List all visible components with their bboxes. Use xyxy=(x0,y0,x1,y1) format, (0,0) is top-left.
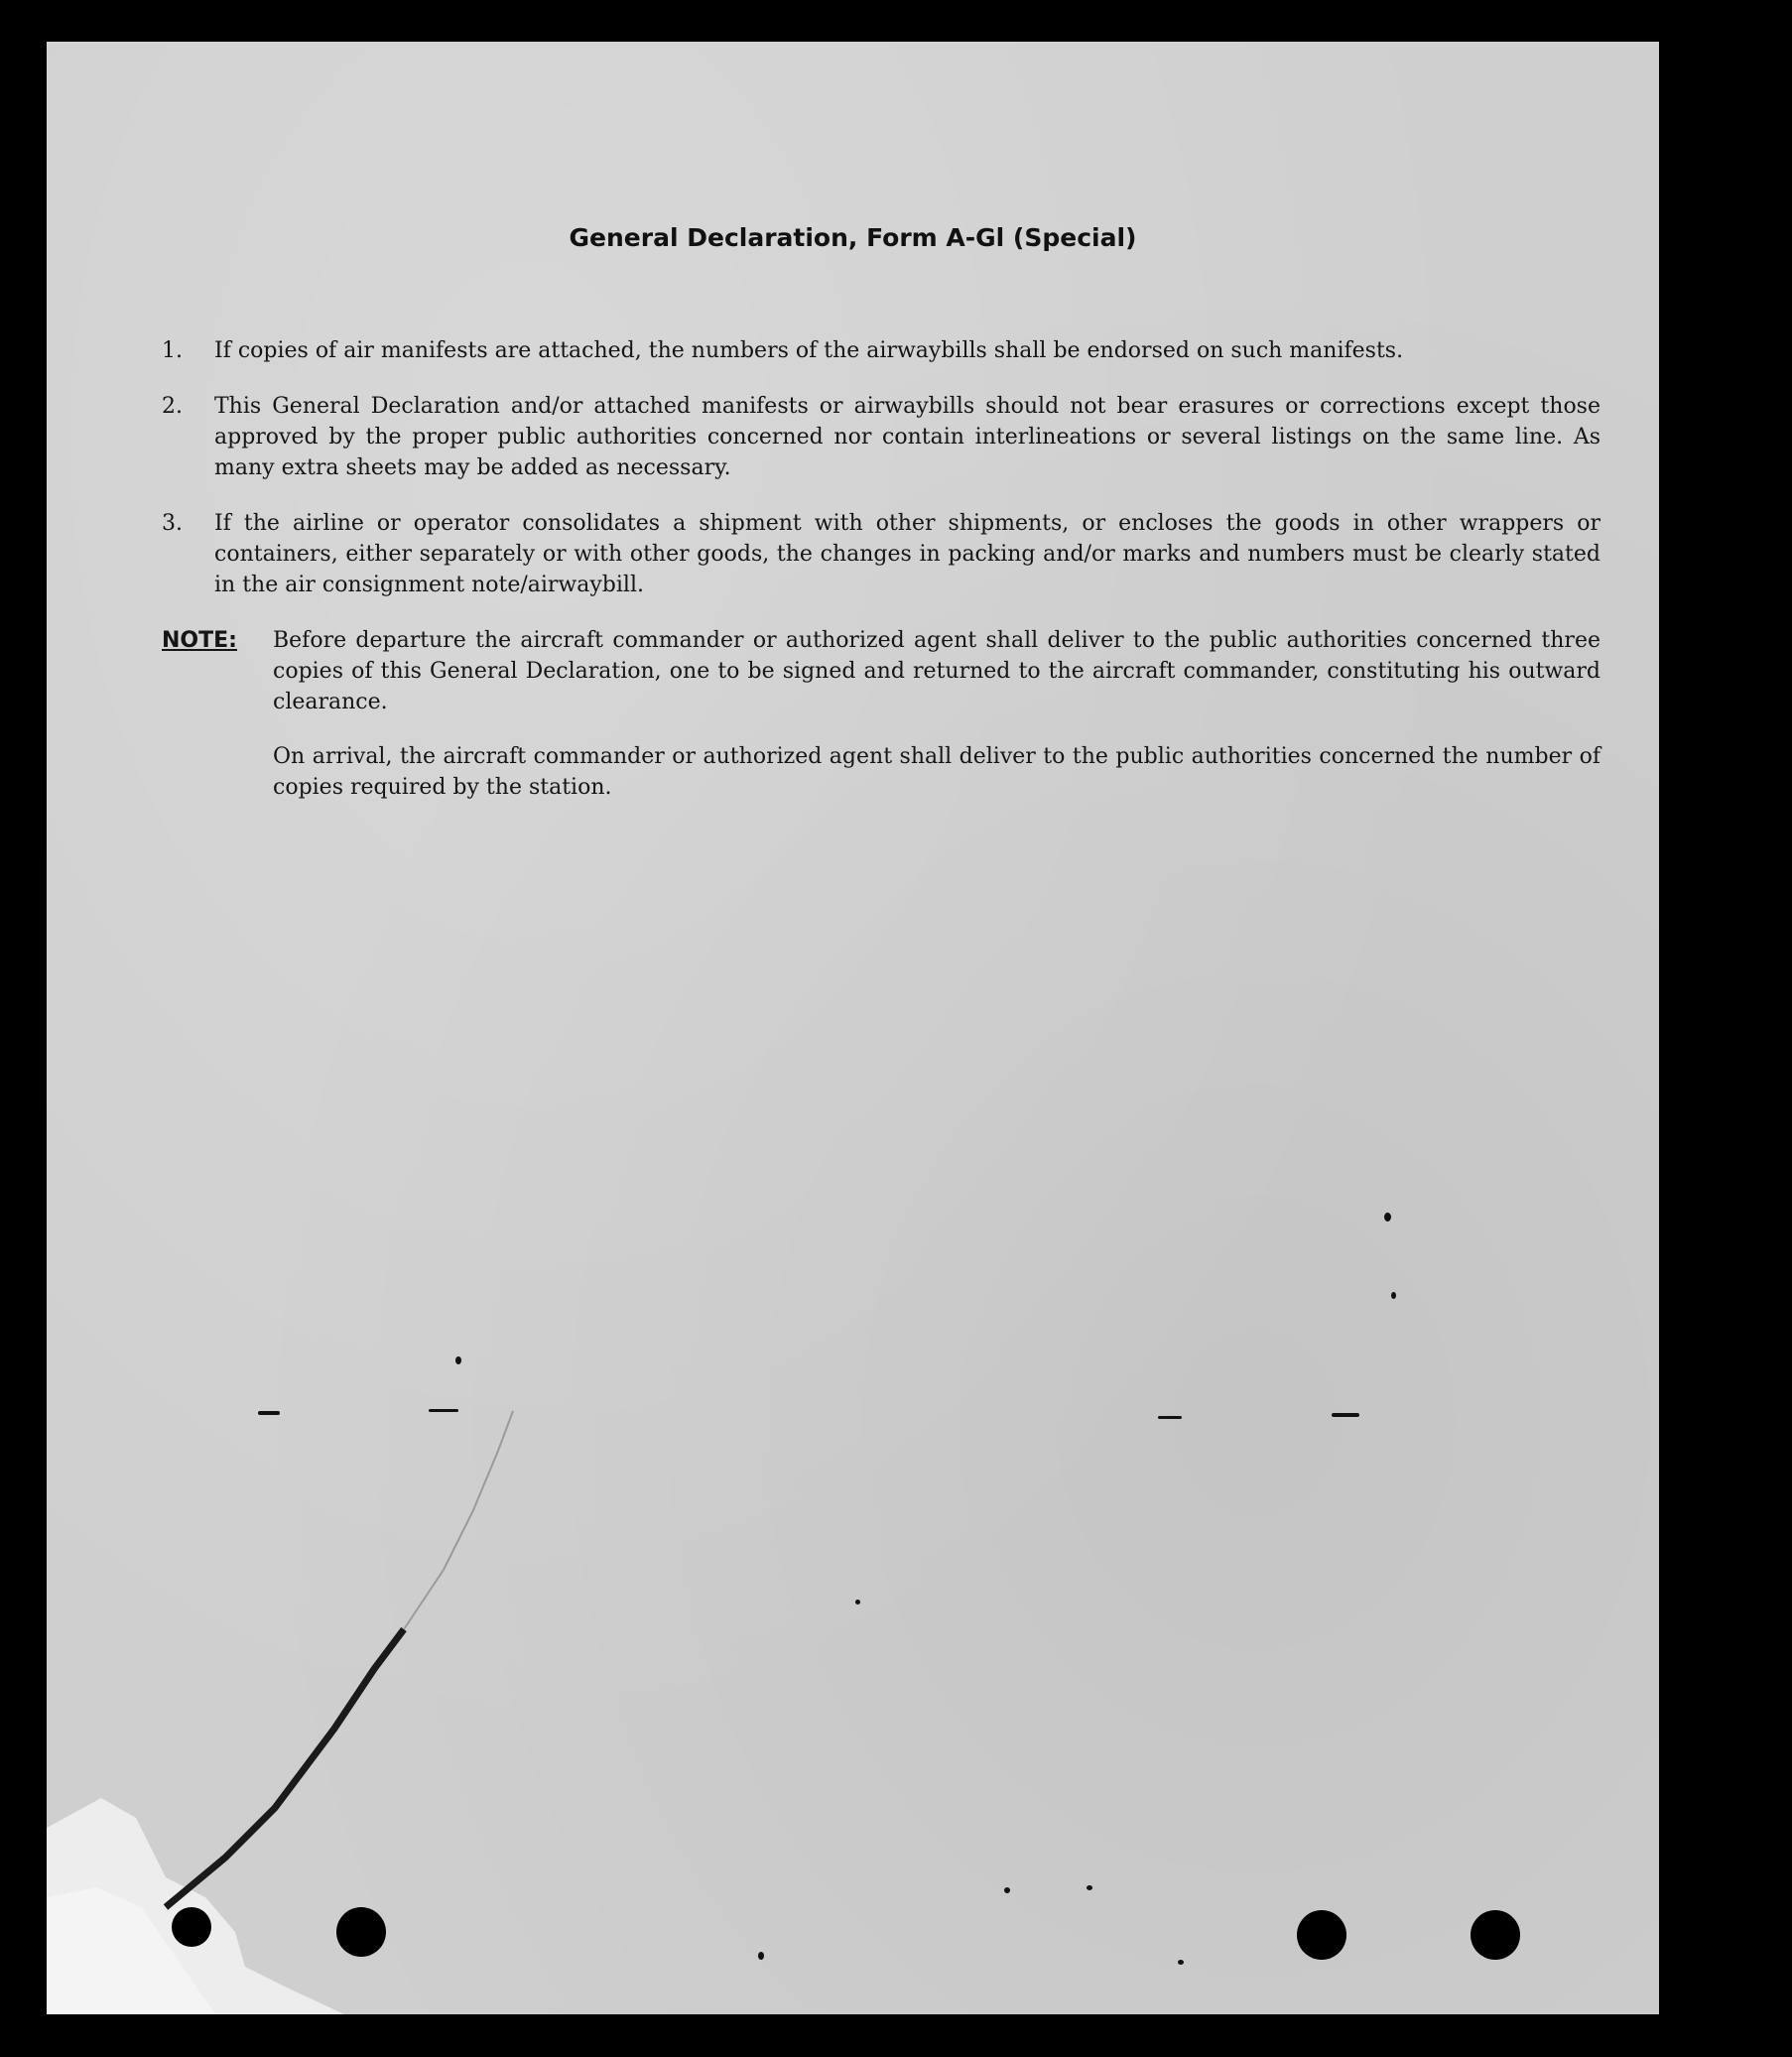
document-title: General Declaration, Form A-Gl (Special) xyxy=(569,223,1137,252)
speck xyxy=(429,1409,458,1412)
item-text: If the airline or operator consolidates a shipment with other shipments, or encloses the goods in other wrappers or containers, either separately or with other goods, the changes in packing and/or marks and numbers must be clearly stated in the air consignment note/airwaybill. xyxy=(214,511,1600,597)
item-number: 3. xyxy=(162,511,183,536)
note-paragraph-2: On arrival, the aircraft commander or authorized agent shall deliver to the public authorities concerned the number of copies required by the station. xyxy=(273,744,1600,800)
item-text: If copies of air manifests are attached, the numbers of the airwaybills shall be endorsed on such manifests. xyxy=(214,338,1404,363)
punch-hole xyxy=(172,1907,211,1947)
speck xyxy=(1178,1960,1184,1965)
speck xyxy=(1391,1292,1396,1299)
item-number: 2. xyxy=(162,394,183,419)
speck xyxy=(258,1411,280,1415)
document-page xyxy=(47,42,1659,2014)
punch-hole xyxy=(1471,1910,1520,1960)
note-paragraph-1: Before departure the aircraft commander or authorized agent shall deliver to the public authorities concerned three copies of this General Declaration, one to be signed and returned to the aircraft commander, constituting his outward clearance. xyxy=(273,628,1600,714)
speck xyxy=(1004,1887,1010,1893)
speck xyxy=(455,1356,461,1364)
speck xyxy=(1158,1416,1182,1419)
note-label: NOTE: xyxy=(162,628,237,653)
punch-hole xyxy=(1297,1910,1346,1960)
punch-hole xyxy=(336,1907,386,1957)
speck xyxy=(1384,1213,1391,1221)
item-number: 1. xyxy=(162,338,183,363)
speck xyxy=(758,1952,764,1960)
item-text: This General Declaration and/or attached manifests or airwaybills should not bear erasures or corrections except those approved by the proper public authorities concerned nor contain interlineations or several listings on the same line. As many extra sheets may be added as necessary. xyxy=(214,394,1600,480)
speck xyxy=(855,1600,860,1605)
torn-corner xyxy=(47,42,1659,2014)
speck xyxy=(1332,1413,1359,1417)
speck xyxy=(1087,1885,1092,1890)
